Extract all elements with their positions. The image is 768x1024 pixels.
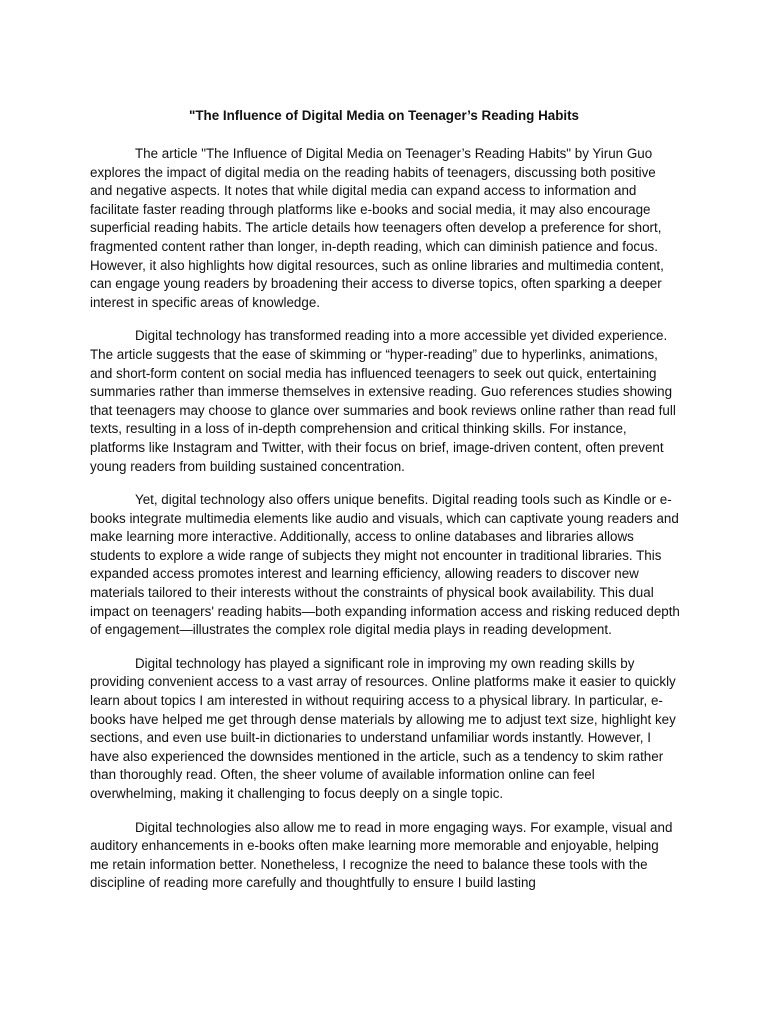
paragraph-unique-benefits: Yet, digital technology also offers unique benefits. Digital reading tools such as Kindle or e-books integrate multimedia elements like audio and visuals, which can captivate young readers and make learning more interactive. Additionally, access to online databases and libraries allows students to explore a wide range of subjects they might not encounter in traditional libraries. This expanded access promotes interest and learning efficiency, allowing readers to discover new materials tailored to their interests without the constraints of physical book availability. This dual impact on teenagers' reading habits—both expanding information access and risking reduced depth of engagement—illustrates the complex role digital media plays in reading development. [90,492,680,638]
paragraph-summary: The article "The Influence of Digital Media on Teenager’s Reading Habits" by Yirun Guo explores the impact of digital media on the reading habits of teenagers, discussing both positive and negative aspects. It notes that while digital media can expand access to information and facilitate faster reading through platforms like e-books and social media, it may also encourage superficial reading habits. The article details how teenagers often develop a preference for short, fragmented content rather than longer, in-depth reading, which can diminish patience and focus. However, it also highlights how digital resources, such as online libraries and multimedia content, can engage young readers by broadening their access to diverse topics, often sparking a deeper interest in specific areas of knowledge. [90,146,664,310]
document-title: "The Influence of Digital Media on Teenager’s Reading Habits [188,108,580,123]
paragraph-divided-experience: Digital technology has transformed reading into a more accessible yet divided experience. The article suggests that the ease of skimming or “hyper-reading” due to hyperlinks, animations, and short-form content on social media has influenced teenagers to seek out quick, entertaining summaries rather than immerse themselves in extensive reading. Guo references studies showing that teenagers may choose to glance over summaries and book reviews online rather than read full texts, resulting in a loss of in-depth comprehension and critical thinking skills. For instance, platforms like Instagram and Twitter, with their focus on brief, image-driven content, often prevent young readers from building sustained concentration. [90,328,676,474]
paragraph-personal-experience: Digital technology has played a significant role in improving my own reading skills by providing convenient access to a vast array of resources. Online platforms make it easier to quickly learn about topics I am interested in without requiring access to a physical library. In particular, e-books have helped me get through dense materials by allowing me to adjust text size, highlight key sections, and even use built-in dictionaries to understand unfamiliar words instantly. However, I have also experienced the downsides mentioned in the article, such as a tendency to skim rather than thoroughly read. Often, the sheer volume of available information online can feel overwhelming, making it challenging to focus deeply on a single topic. [90,655,676,801]
document-body [90,145,680,908]
paragraph-engaging-ways: Digital technologies also allow me to read in more engaging ways. For example, visual and auditory enhancements in e-books often make learning more memorable and enjoyable, helping me retain information better. Nonetheless, I recognize the need to balance these tools with the discipline of reading more carefully and thoughtfully to ensure I build lasting [90,819,673,891]
